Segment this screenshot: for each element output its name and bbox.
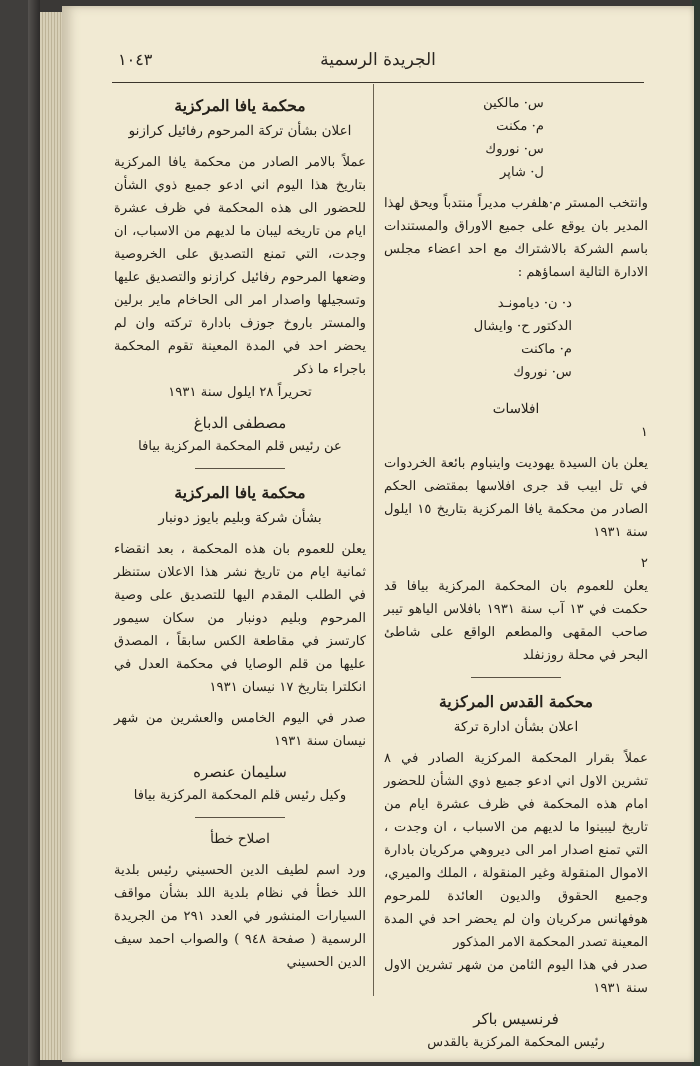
bankruptcy-notice-1: يعلن بان السيدة يهوديت واينباوم بائعة الخردوات في تل ابيب قد جرى افلاسها بمقتضى الحكم الصادر من محكمة يافا المركزية بتاريخ ١٥ ايلول سنة ١٩٣١ — [384, 456, 648, 540]
header-rule — [112, 82, 644, 83]
notice-number: ٢ — [640, 556, 648, 571]
estate-notice-date: تحريراً ٢٨ ايلول سنة ١٩٣١ — [168, 385, 312, 400]
jerusalem-notice-subtitle: اعلان بشأن ادارة تركة — [453, 719, 579, 735]
right-column — [384, 92, 648, 1054]
signatory-name: سليمان عنصره — [193, 763, 287, 781]
jaffa-court-heading: محكمة يافا المركزية — [174, 483, 306, 502]
jerusalem-court-heading: محكمة القدس المركزية — [439, 692, 593, 711]
correction-heading: اصلاح خطأ — [210, 831, 270, 847]
will-notice-text: يعلن للعموم بان هذه المحكمة ، بعد انقضاء ثمانية ايام من تاريخ نشر هذا الاعلان ستنظر في الطلب المقدم اليها للتصديق على وصية المرحوم وبليم دونبار من سكان سيمور كارتسز في مقاطعة الكس سابقاً ، المصدق عليها من قلم الوصايا في محكمة العدل في انكلترا بتاريخ ١٧ نيسان ١٩٣١ — [114, 542, 366, 695]
book-cover-edge — [28, 0, 40, 1066]
bankruptcy-notice-2: يعلن للعموم بان المحكمة المركزية بيافا قد حكمت في ١٣ آب سنة ١٩٣١ بافلاس الياهو تيبر صاحب المقهى والمطعم الواقع على شاطئ البحر في محلة روزنفلد — [384, 579, 648, 663]
board-list-item: م· ماكنت — [521, 342, 572, 357]
members-list-item: س· نوروك — [485, 142, 544, 157]
section-rule — [195, 817, 285, 818]
signatory-title: عن رئيس قلم المحكمة المركزية بيافا — [138, 439, 342, 454]
section-rule — [195, 468, 285, 469]
jaffa-court-heading: محكمة يافا المركزية — [174, 96, 306, 115]
will-notice-date: صدر في اليوم الخامس والعشرين من شهر نيسان سنة ١٩٣١ — [114, 711, 366, 749]
signatory-title: رئيس المحكمة المركزية بالقدس — [427, 1035, 605, 1050]
notice-number: ١ — [640, 425, 648, 440]
gazette-page — [62, 6, 694, 1062]
jerusalem-notice-date: صدر في هذا اليوم الثامن من شهر تشرين الاول سنة ١٩٣١ — [384, 958, 648, 996]
signatory-name: فرنسيس باكر — [473, 1010, 559, 1028]
left-column — [114, 92, 366, 974]
members-list-item: ل· شاپر — [500, 165, 544, 180]
section-rule — [471, 677, 561, 678]
correction-text: ورد اسم لطيف الدين الحسيني رئيس بلدية اللد خطأ في نظام بلدية اللد بشأن مواقف السيارات المنشور في العدد ٢٩١ من الجريدة الرسمية ( صفحة ٩٤٨ ) والصواب احمد سيف الدين الحسيني — [114, 863, 366, 970]
board-list-item: س· نوروك — [513, 365, 572, 380]
bankruptcy-heading: افلاسات — [492, 401, 540, 417]
jerusalem-notice-text: عملاً بقرار المحكمة المركزية الصادر في ٨ تشرين الاول اني ادعو جميع ذوي الشأن للحضور امام هذه المحكمة في ظرف عشرة ايام من تاريخ ليبينوا ما لديهم من الاسباب ، ان وجدت ، التي تمنع اصدار امر الى ديروهي مركريان بادارة الاموال المنقولة وغير المنقولة ، الملك والميري، وجميع الحقوق والديون العائدة للمرحوم هوفهانس مركريان وان لم يحضر احد في المدة المعينة تصدر المحكمة الامر المذكور — [384, 751, 648, 950]
board-list-item: الدكتور ح· وايشال — [473, 319, 572, 334]
page-number: ١٠٤٣ — [118, 50, 153, 69]
board-list-item: د· ن· ديامونـد — [497, 296, 572, 311]
members-list-item: م· مكنت — [496, 119, 544, 134]
estate-notice-subtitle: اعلان بشأن تركة المرحوم رفائيل كرازنو — [128, 123, 352, 139]
members-list-item: س· مالكين — [483, 96, 544, 111]
estate-notice-text: عملاً بالامر الصادر من محكمة يافا المركزية بتاريخ هذا اليوم اني ادعو جميع ذوي الشأن للحضور الى هذه المحكمة في ظرف عشرة ايام من تاريخه ليبان ما لديهم من الاسباب، ان وجدت، التي تمنع التصديق على الخروصية وضعها المرحوم رفائيل كرازنو والتصديق عليها وتسجيلها واصدار امر الى الحاخام ماير برلين والمستر باروخ جوزف بادارة تركته وان لم يحضر احد في المدة المعينة تقوم المحكمة باجراء ما ذكر — [114, 155, 366, 377]
page-header — [62, 50, 694, 80]
signatory-name: مصطفى الدباغ — [193, 414, 287, 432]
running-title: الجريدة الرسمية — [320, 50, 436, 70]
elect-paragraph: وانتخب المستر م·هلفرب مديراً منتدباً ويحق لهذا المدير بان يوقع على جميع الاوراق والمستندات باسم الشركة بالاشتراك مع احد اعضاء مجلس الادارة التالية اسماؤهم : — [384, 196, 648, 280]
will-notice-subtitle: بشأن شركة وبليم بايوز دونبار — [158, 510, 322, 526]
signatory-title: وكيل رئيس قلم المحكمة المركزية بيافا — [133, 788, 347, 803]
column-divider — [373, 84, 374, 996]
